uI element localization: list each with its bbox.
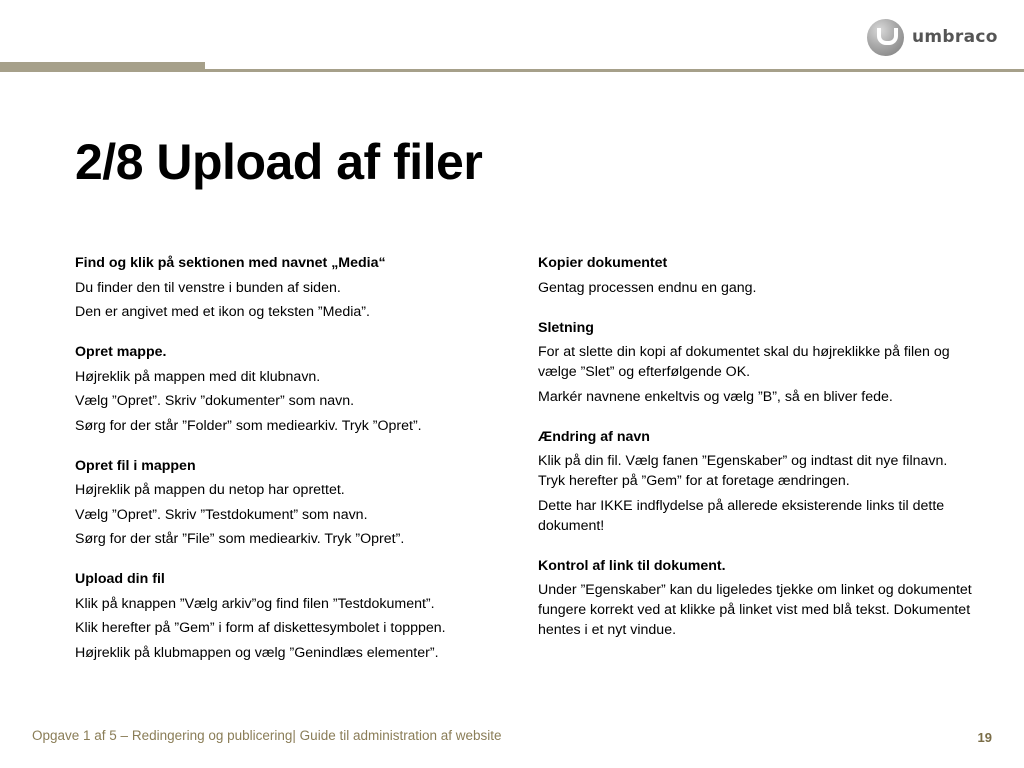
section-heading: Kopier dokumentet [538, 255, 668, 271]
section-line: Under ”Egenskaber” kan du ligeledes tjekke om linket og dokumentet fungere korrekt ved at klikke på linket vist med blå tekst. Dokumentet hentes i et nyt vindue. [538, 582, 972, 638]
umbraco-logo [867, 17, 998, 57]
section-heading: Sletning [538, 319, 594, 336]
section-heading: Opret fil i mappen [75, 457, 196, 474]
section-line: For at slette din kopi af dokumentet skal du højreklikke på filen og vælge ”Slet” og efterfølgende OK. [538, 344, 950, 380]
umbraco-logo-icon [867, 19, 904, 56]
section-aendring [538, 427, 978, 536]
footer-text: Opgave 1 af 5 – Redingering og publicering| Guide til administration af website [32, 728, 502, 743]
section-line: Klik herefter på ”Gem” i form af diskettesymbolet i topppen. [75, 620, 446, 636]
section-kopier [538, 253, 978, 298]
section-line: Højreklik på klubmappen og vælg ”Genindlæs elementer”. [75, 644, 439, 661]
section-media [75, 253, 515, 322]
slide-title: 2/8 Upload af filer [75, 134, 483, 190]
section-line: Vælg ”Opret”. Skriv ”Testdokument” som navn. [75, 506, 368, 523]
section-line: Markér navnene enkeltvis og vælg ”B”, så en bliver fede. [538, 388, 893, 405]
section-heading: Find og klik på sektionen med navnet „Media“ [75, 255, 386, 271]
section-opret-mappe [75, 342, 515, 436]
section-line: Sørg for der står ”Folder” som mediearkiv. Tryk ”Opret”. [75, 417, 422, 434]
section-line: Den er angivet med et ikon og teksten ”Media”. [75, 304, 370, 320]
section-line: Du finder den til venstre i bunden af siden. [75, 279, 341, 296]
section-sletning [538, 318, 978, 407]
section-line: Sørg for der står ”File” som mediearkiv. Tryk ”Opret”. [75, 531, 405, 547]
logo-text: umbraco [912, 27, 998, 47]
section-line: Højreklik på mappen du netop har oprettet. [75, 482, 345, 498]
section-opret-fil [75, 456, 515, 550]
section-heading: Ændring af navn [538, 428, 650, 445]
left-column [75, 253, 515, 683]
section-line: Gentag processen endnu en gang. [538, 279, 757, 296]
section-heading: Opret mappe. [75, 344, 167, 360]
section-line: Højreklik på mappen med dit klubnavn. [75, 368, 321, 385]
section-line: Dette har IKKE indflydelse på allerede eksisterende links til dette dokument! [538, 497, 945, 534]
section-upload [75, 569, 515, 663]
section-heading: Upload din fil [75, 571, 165, 587]
right-column [538, 253, 978, 660]
header-rule [0, 69, 1024, 72]
page-number: 19 [977, 730, 992, 745]
section-heading: Kontrol af link til dokument. [538, 557, 726, 574]
section-line: Klik på din fil. Vælg fanen ”Egenskaber” og indtast dit nye filnavn. Tryk herefter på ”Gem” for at foretage ændringen. [538, 453, 948, 489]
section-line: Klik på knappen ”Vælg arkiv”og find filen ”Testdokument”. [75, 595, 435, 612]
section-kontrol [538, 556, 978, 641]
section-line: Vælg ”Opret”. Skriv ”dokumenter” som navn. [75, 393, 355, 409]
